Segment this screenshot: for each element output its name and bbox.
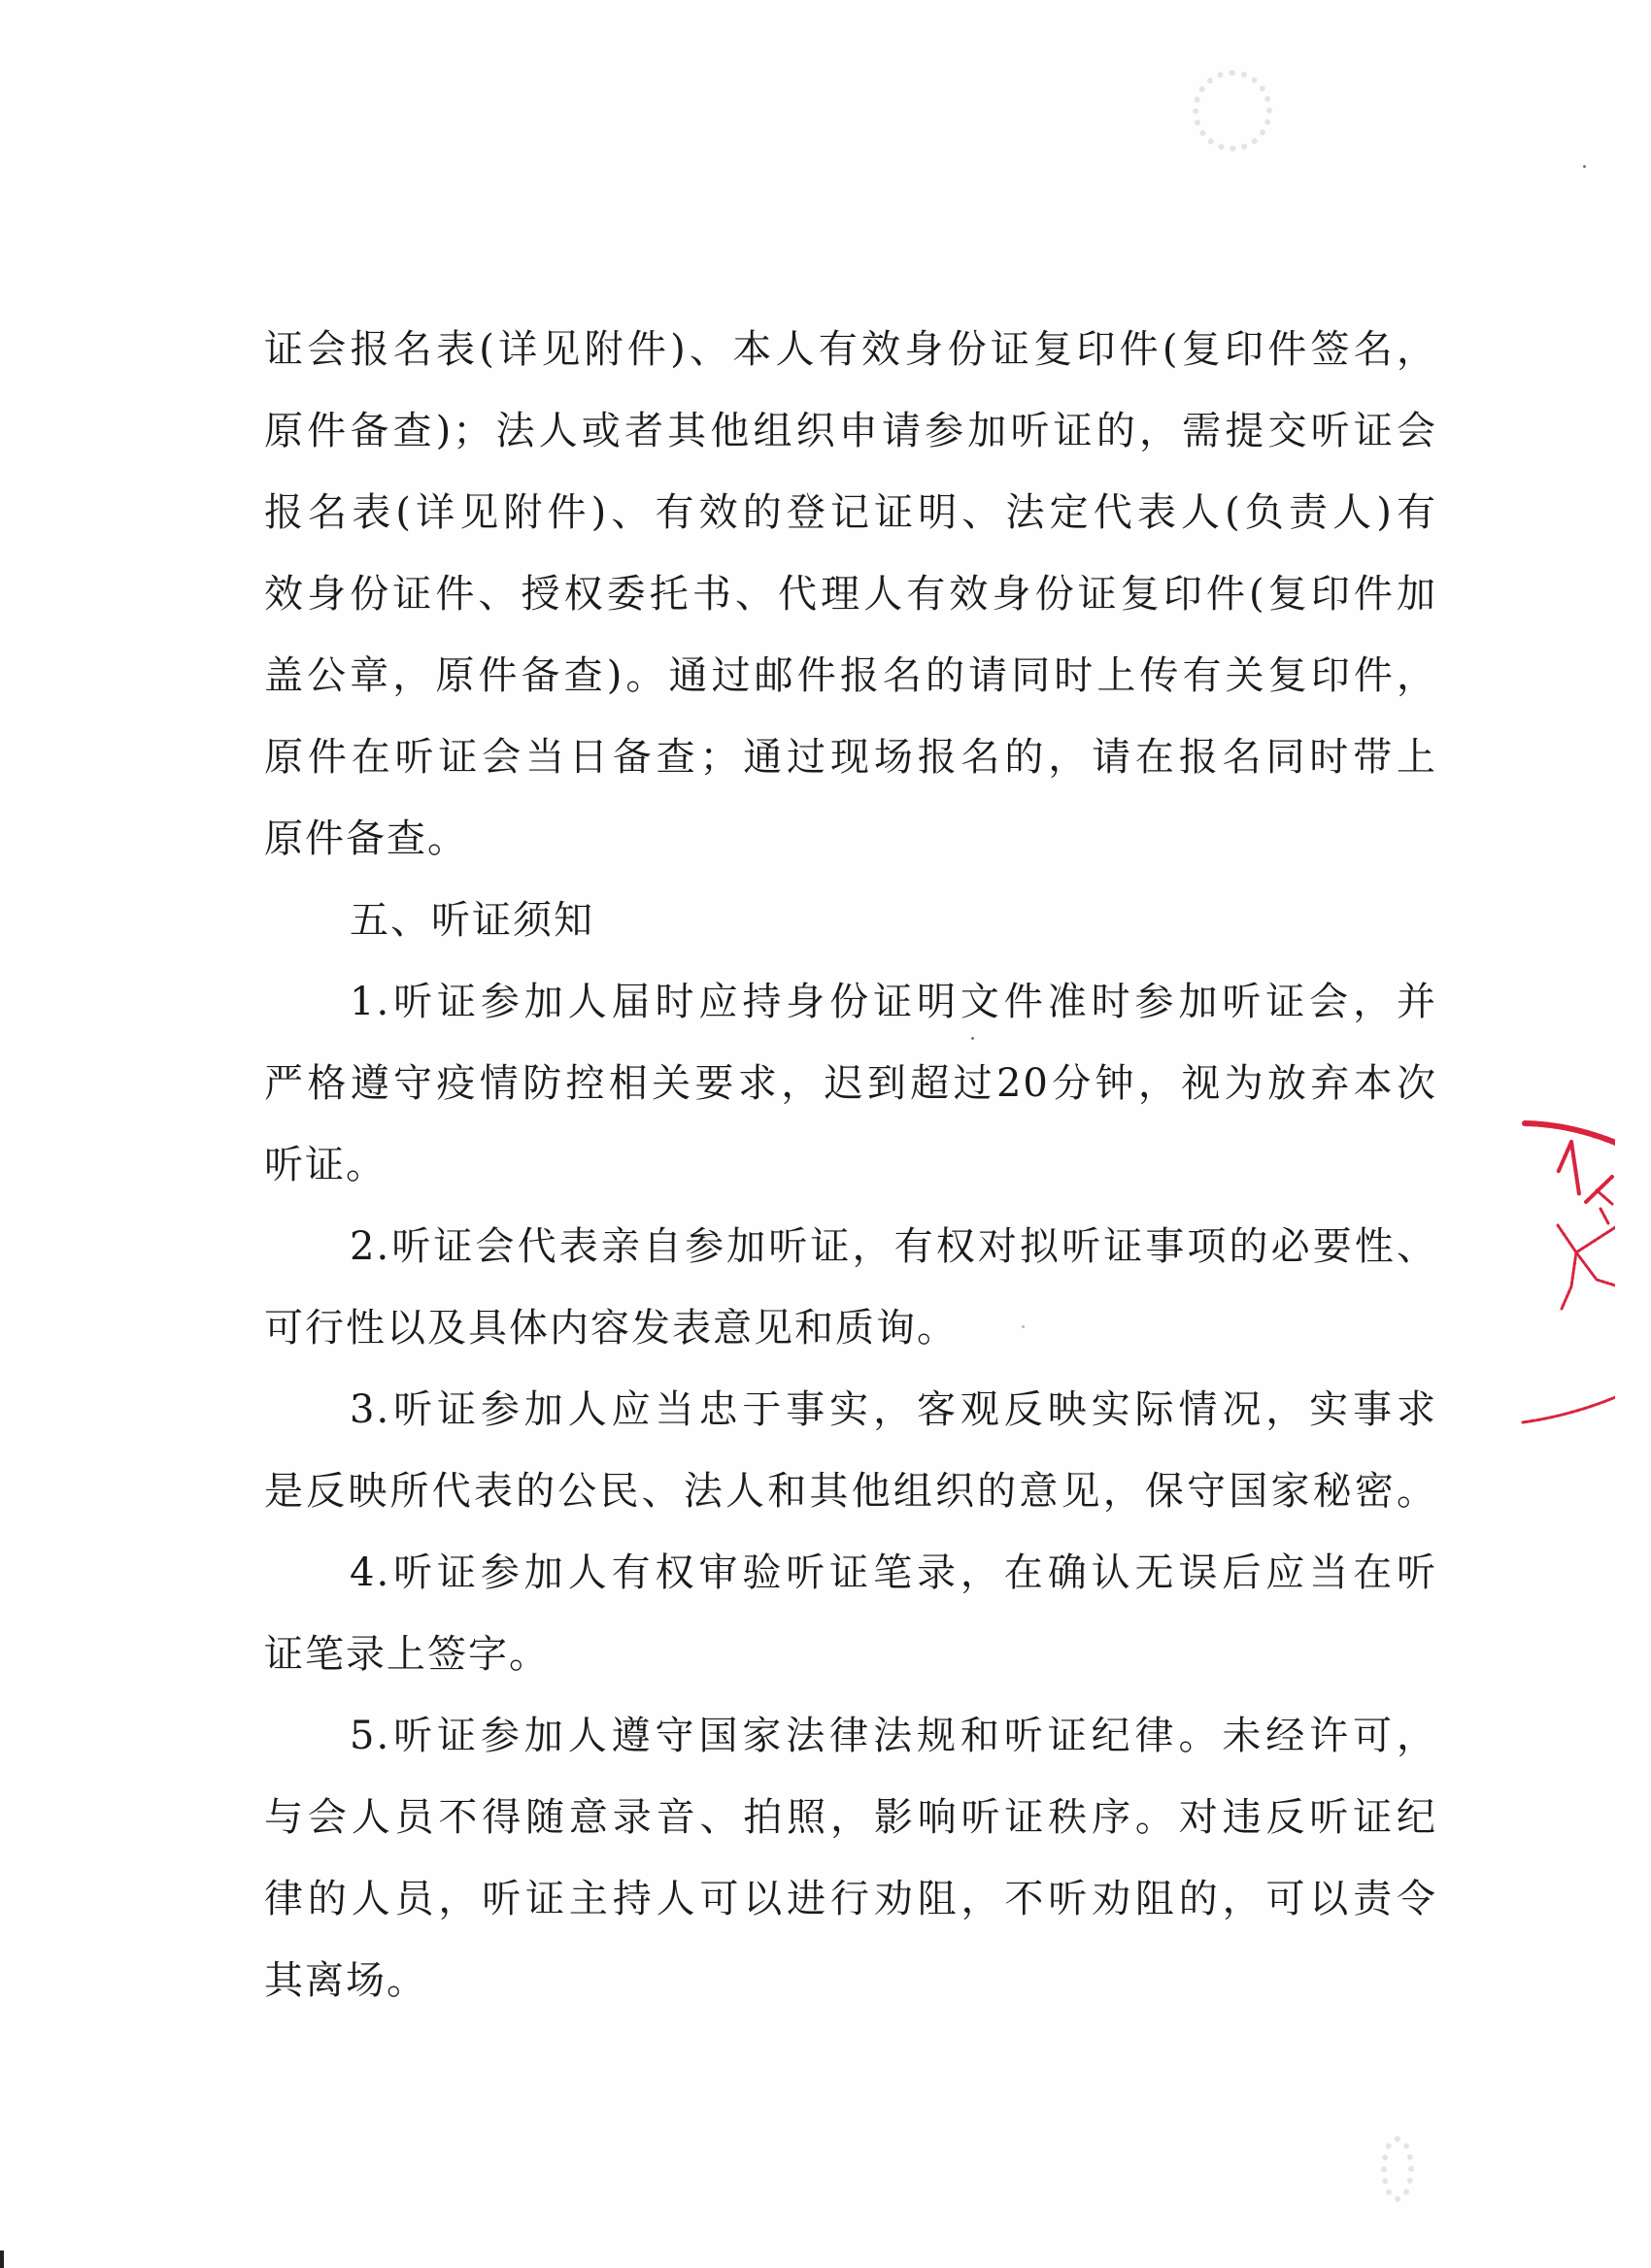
text-line: 证会报名表(详见附件)、本人有效身份证复印件(复印件签名， (264, 327, 1437, 372)
text-line: 2.听证会代表亲自参加听证，有权对拟听证事项的必要性、 (350, 1224, 1437, 1269)
scan-smudge-bottom-right (1381, 2136, 1414, 2202)
scan-speck (1583, 165, 1586, 168)
text-line: 与会人员不得随意录音、拍照，影响听证秩序。对违反听证纪 (264, 1795, 1437, 1840)
scan-edge-mark (0, 2251, 4, 2268)
scan-smudge-top-right (1193, 70, 1272, 151)
text-line: 律的人员，听证主持人可以进行劝阻，不听劝阻的，可以责令 (264, 1877, 1437, 1921)
text-line: 听证。 (264, 1143, 387, 1187)
text-line: 是反映所代表的公民、法人和其他组织的意见，保守国家秘密。 (264, 1469, 1437, 1514)
text-line: 3.听证参加人应当忠于事实，客观反映实际情况，实事求 (350, 1387, 1437, 1432)
notice-item-5 (264, 1695, 1437, 2021)
section-heading (264, 880, 1437, 961)
text-line: 5.听证参加人遵守国家法律法规和听证纪律。未经许可， (350, 1714, 1437, 1758)
text-line: 报名表(详见附件)、有效的登记证明、法定代表人(负责人)有 (264, 490, 1437, 535)
text-line: 原件在听证会当日备查；通过现场报名的，请在报名同时带上 (264, 735, 1437, 780)
notice-item-2 (264, 1206, 1437, 1369)
notice-item-4 (264, 1532, 1437, 1695)
text-line: 4.听证参加人有权审验听证笔录，在确认无误后应当在听 (350, 1551, 1437, 1595)
notice-item-1 (264, 961, 1437, 1206)
text-line: 其离场。 (264, 1958, 427, 2003)
text-line: 盖公章，原件备查)。通过邮件报名的请同时上传有关复印件， (264, 653, 1437, 698)
notice-item-3 (264, 1369, 1437, 1532)
text-line: 原件备查。 (264, 817, 468, 861)
text-line: 严格遵守疫情防控相关要求，迟到超过20分钟，视为放弃本次 (264, 1061, 1437, 1106)
text-line: 证笔录上签字。 (264, 1632, 550, 1677)
text-line: 可行性以及具体内容发表意见和质询。 (264, 1306, 958, 1351)
text-line: 1.听证参加人届时应持身份证明文件准时参加听证会，并 (350, 980, 1437, 1024)
text-line: 效身份证件、授权委托书、代理人有效身份证复印件(复印件加 (264, 572, 1437, 617)
official-seal-icon (1503, 1107, 1615, 1447)
scan-margin (1615, 0, 1651, 2268)
text-line: 原件备查)；法人或者其他组织申请参加听证的，需提交听证会 (264, 409, 1437, 453)
section-heading-text: 五、听证须知 (350, 898, 594, 943)
paragraph-registration-materials (264, 309, 1437, 880)
document-body (264, 309, 1437, 2021)
